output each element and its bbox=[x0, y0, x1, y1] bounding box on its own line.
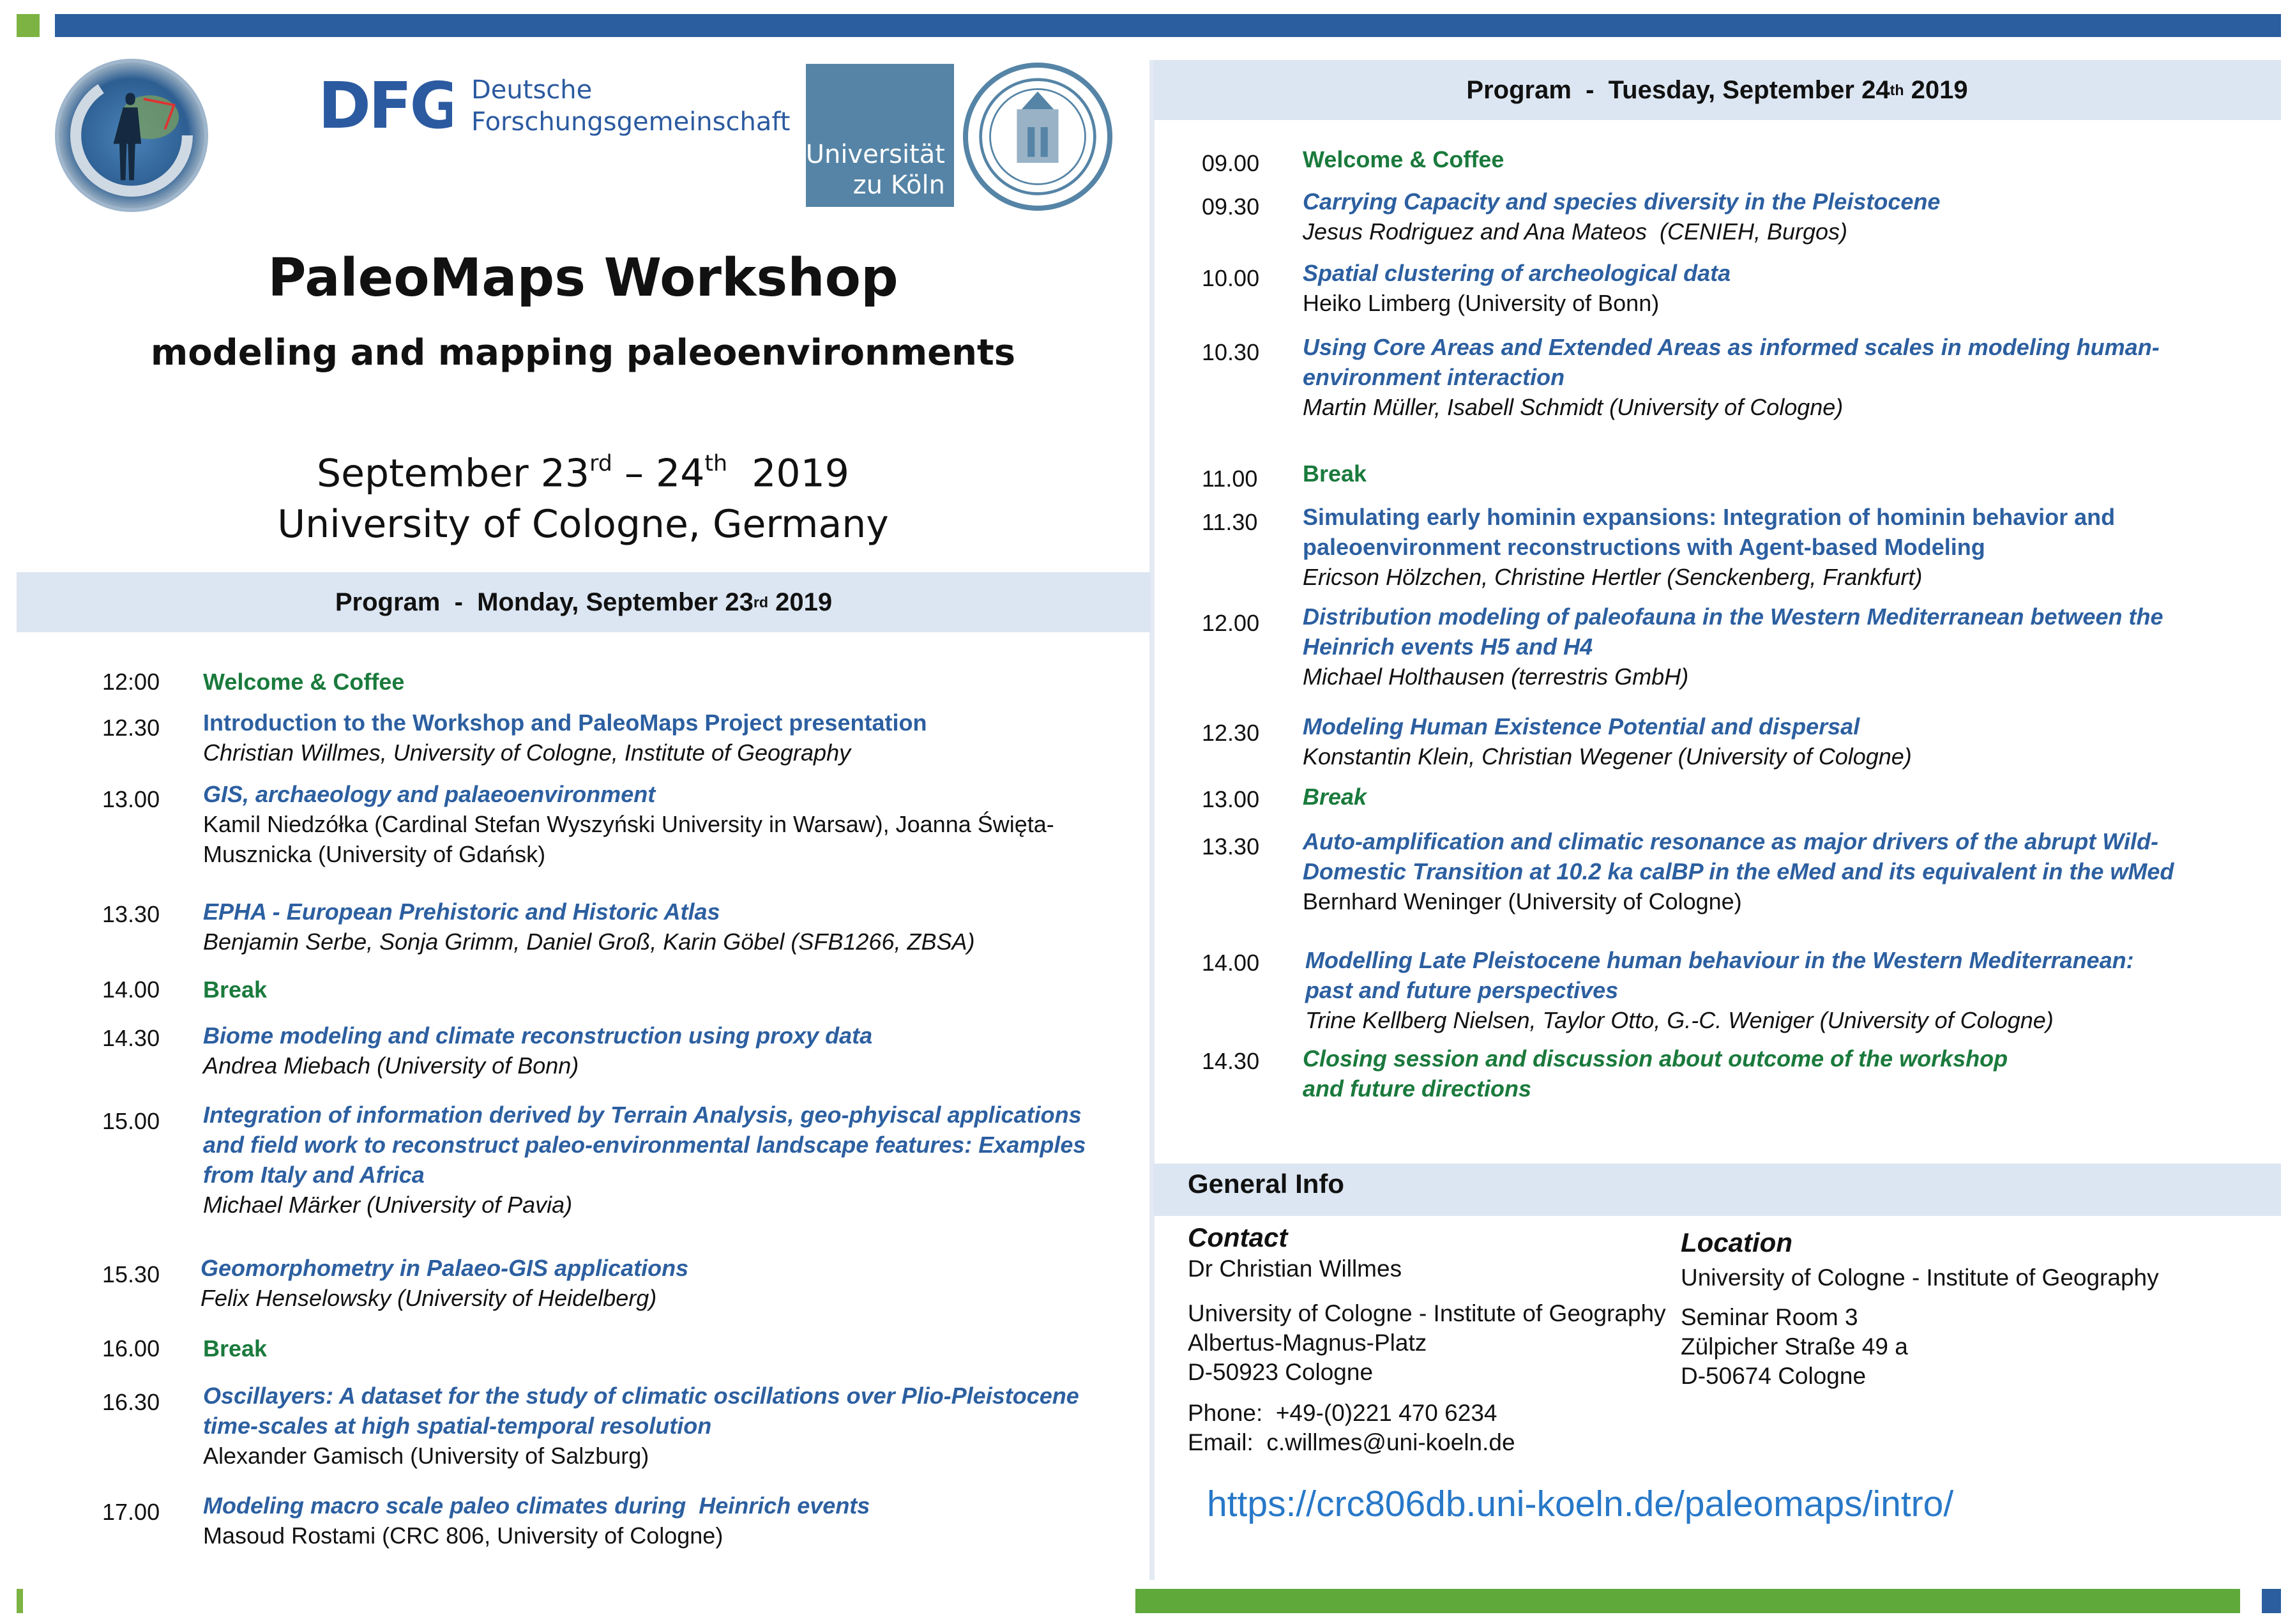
date-mid: – 24 bbox=[612, 451, 705, 496]
dfg-line2: Forschungsgemeinschaft bbox=[471, 107, 791, 137]
contact-institute: University of Cologne - Institute of Geography bbox=[1188, 1300, 1666, 1326]
session-title-line1: Closing session and discussion about outcome of the workshop bbox=[1303, 1045, 2008, 1072]
session-time: 09.00 bbox=[1202, 150, 1260, 176]
workshop-dates bbox=[17, 451, 1149, 496]
session-speaker: Andrea Miebach (University of Bonn) bbox=[203, 1052, 579, 1079]
dfg-logo bbox=[318, 77, 452, 133]
contact-city: D-50923 Cologne bbox=[1188, 1359, 1374, 1385]
monday-heading-pre: Program - Monday, September 23 bbox=[335, 588, 754, 616]
session-title: Simulating early hominin expansions: Integration of hominin behavior and paleoenvironment reconstructions with Agent-based Modeling bbox=[1303, 504, 2116, 560]
date-sup2: th bbox=[704, 451, 728, 476]
session-speaker: Martin Müller, Isabell Schmidt (University of Cologne) bbox=[1303, 394, 1844, 420]
monday-heading-post: 2019 bbox=[768, 588, 833, 616]
bottom-left-green-tick bbox=[17, 1589, 23, 1613]
session-title: Break bbox=[203, 976, 268, 1003]
session-time: 13.30 bbox=[102, 901, 160, 927]
session-title: Break bbox=[1303, 784, 1367, 810]
session-time: 14.00 bbox=[1202, 950, 1260, 976]
date-post: 2019 bbox=[727, 451, 849, 496]
monday-program-heading bbox=[17, 572, 1151, 632]
location-street: Zülpicher Straße 49 a bbox=[1681, 1333, 1908, 1360]
bottom-green-bar bbox=[1135, 1589, 2240, 1613]
session-title: Modeling macro scale paleo climates during Heinrich events bbox=[203, 1492, 870, 1519]
dfg-name bbox=[471, 74, 790, 138]
session-speaker: Ericson Hölzchen, Christine Hertler (Senckenberg, Frankfurt) bbox=[1303, 564, 1923, 590]
session-speaker: Jesus Rodriguez and Ana Mateos (CENIEH, Burgos) bbox=[1303, 218, 1848, 245]
session-title: Distribution modeling of paleofauna in the Western Mediterranean between the Heinrich events H5 and H4 bbox=[1303, 603, 2163, 660]
session-time: 15.00 bbox=[102, 1108, 160, 1134]
session-speaker: Kamil Niedzółka (Cardinal Stefan Wyszyński University in Warsaw), Joanna Święta-Musznicka (University of Gdańsk) bbox=[203, 811, 1054, 867]
session-speaker: Benjamin Serbe, Sonja Grimm, Daniel Groß, Karin Göbel (SFB1266, ZBSA) bbox=[203, 929, 975, 955]
session-title-line2: past and future perspectives bbox=[1305, 977, 1619, 1003]
top-left-green-square bbox=[17, 14, 40, 37]
page-title: PaleoMaps Workshop bbox=[268, 248, 898, 308]
dfg-logo-icon bbox=[318, 77, 452, 133]
location-room: Seminar Room 3 bbox=[1681, 1304, 1858, 1330]
session-speaker: Michael Märker (University of Pavia) bbox=[203, 1192, 573, 1218]
koeln-line2: zu Köln bbox=[852, 171, 945, 200]
contact-label: Contact bbox=[1188, 1222, 1288, 1252]
session-title: Auto-amplification and climatic resonance as major drivers of the abrupt Wild-Domestic Transition at 10.2 ka calBP in the eMed and its equivalent in the wMed bbox=[1303, 828, 2174, 884]
tuesday-heading-post: 2019 bbox=[1904, 75, 1968, 104]
session-speaker: Masoud Rostami (CRC 806, University of Cologne) bbox=[203, 1522, 724, 1549]
session-speaker: Bernhard Weninger (University of Cologne) bbox=[1303, 888, 1742, 914]
session-time: 09.30 bbox=[1202, 194, 1260, 220]
session-title: Welcome & Coffee bbox=[203, 669, 405, 695]
session-speaker: Heiko Limberg (University of Bonn) bbox=[1303, 290, 1660, 316]
paleomaps-logo-icon bbox=[59, 63, 204, 208]
page-subtitle: modeling and mapping paleoenvironments bbox=[150, 332, 1016, 374]
dfg-line1: Deutsche bbox=[471, 75, 593, 105]
svg-text:DFG: DFG bbox=[318, 77, 452, 133]
column-divider bbox=[1149, 60, 1155, 1580]
location-label: Location bbox=[1681, 1227, 1792, 1257]
top-blue-bar bbox=[55, 14, 2281, 37]
bottom-blue-square bbox=[2262, 1589, 2281, 1613]
session-title: Using Core Areas and Extended Areas as informed scales in modeling human-environment interaction bbox=[1303, 334, 2160, 390]
session-title: EPHA - European Prehistoric and Historic Atlas bbox=[203, 899, 720, 925]
session-title: Integration of information derived by Terrain Analysis, geo-phyiscal applications and field work to reconstruct paleo-environmental landscape features: Examples from Italy and Africa bbox=[203, 1102, 1086, 1188]
session-title: Introduction to the Workshop and PaleoMaps Project presentation bbox=[203, 710, 927, 736]
session-speaker: Felix Henselowsky (University of Heidelberg) bbox=[201, 1285, 657, 1311]
session-title: GIS, archaeology and palaeoenvironment bbox=[203, 781, 656, 807]
tuesday-heading-sup: th bbox=[1890, 81, 1904, 98]
session-speaker: Alexander Gamisch (University of Salzburg) bbox=[203, 1443, 649, 1469]
session-time: 14.30 bbox=[102, 1025, 160, 1051]
session-title: Spatial clustering of archeological data bbox=[1303, 260, 1731, 286]
uni-koeln-logo bbox=[806, 64, 954, 207]
session-speaker: Michael Holthausen (terrestris GmbH) bbox=[1303, 664, 1689, 690]
session-time: 12.00 bbox=[1202, 610, 1260, 636]
session-title-line1: Modelling Late Pleistocene human behaviour in the Western Mediterranean: bbox=[1305, 947, 2134, 973]
session-title: Break bbox=[203, 1335, 268, 1362]
contact-phone: Phone: +49-(0)221 470 6234 bbox=[1188, 1400, 1497, 1426]
session-time: 10.00 bbox=[1202, 265, 1260, 291]
session-time: 11.00 bbox=[1202, 466, 1258, 492]
workshop-url-link[interactable]: https://crc806db.uni-koeln.de/paleomaps/intro/ bbox=[1207, 1484, 1954, 1524]
seal-icon bbox=[968, 68, 1107, 206]
paleomaps-logo bbox=[55, 59, 208, 212]
session-speaker: Konstantin Klein, Christian Wegener (University of Cologne) bbox=[1303, 743, 1912, 770]
session-time: 15.30 bbox=[102, 1261, 160, 1287]
session-time: 11.30 bbox=[1202, 509, 1258, 535]
session-title: Oscillayers: A dataset for the study of climatic oscillations over Plio-Pleistocene time-scales at high spatial-temporal resolution bbox=[203, 1383, 1079, 1439]
general-info-heading: General Info bbox=[1153, 1164, 2281, 1216]
session-time: 14.00 bbox=[102, 976, 160, 1003]
koeln-line1: Universität bbox=[805, 140, 945, 169]
session-title: Biome modeling and climate reconstruction using proxy data bbox=[203, 1022, 873, 1049]
date-pre: September 23 bbox=[317, 451, 590, 496]
session-time: 17.00 bbox=[102, 1499, 160, 1525]
session-time: 16.00 bbox=[102, 1335, 160, 1362]
session-time: 13.00 bbox=[1202, 786, 1260, 812]
session-time: 10.30 bbox=[1202, 339, 1260, 365]
session-time: 12:00 bbox=[102, 669, 160, 695]
session-title: Welcome & Coffee bbox=[1303, 146, 1504, 172]
uni-koeln-seal bbox=[963, 63, 1112, 211]
workshop-location: University of Cologne, Germany bbox=[277, 502, 889, 547]
location-institute: University of Cologne - Institute of Geography bbox=[1681, 1264, 2159, 1291]
session-title: Carrying Capacity and species diversity in the Pleistocene bbox=[1303, 188, 1941, 215]
contact-street: Albertus-Magnus-Platz bbox=[1188, 1330, 1427, 1356]
location-block bbox=[1681, 1226, 2255, 1391]
tuesday-program-heading bbox=[1153, 60, 2281, 120]
session-time: 16.30 bbox=[102, 1389, 160, 1415]
session-time: 14.30 bbox=[1202, 1048, 1260, 1074]
session-title: Modeling Human Existence Potential and dispersal bbox=[1303, 713, 1860, 740]
monday-heading-sup: rd bbox=[753, 593, 769, 611]
contact-name: Dr Christian Willmes bbox=[1188, 1256, 1402, 1282]
session-speaker: Trine Kellberg Nielsen, Taylor Otto, G.-C. Weniger (University of Cologne) bbox=[1305, 1007, 2054, 1033]
contact-email[interactable]: Email: c.willmes@uni-koeln.de bbox=[1188, 1429, 1515, 1455]
session-time: 13.30 bbox=[1202, 833, 1260, 860]
session-title: Break bbox=[1303, 460, 1367, 487]
session-speaker: Christian Willmes, University of Cologne, Institute of Geography bbox=[203, 740, 851, 766]
session-title-line2: and future directions bbox=[1303, 1075, 1532, 1102]
session-time: 12.30 bbox=[102, 715, 160, 741]
date-sup1: rd bbox=[589, 451, 612, 476]
session-title: Geomorphometry in Palaeo-GIS applications bbox=[201, 1255, 689, 1281]
contact-block bbox=[1188, 1221, 1673, 1457]
location-city: D-50674 Cologne bbox=[1681, 1363, 1867, 1389]
session-time: 13.00 bbox=[102, 786, 160, 812]
session-time: 12.30 bbox=[1202, 720, 1260, 746]
tuesday-heading-pre: Program - Tuesday, September 24 bbox=[1466, 75, 1890, 104]
